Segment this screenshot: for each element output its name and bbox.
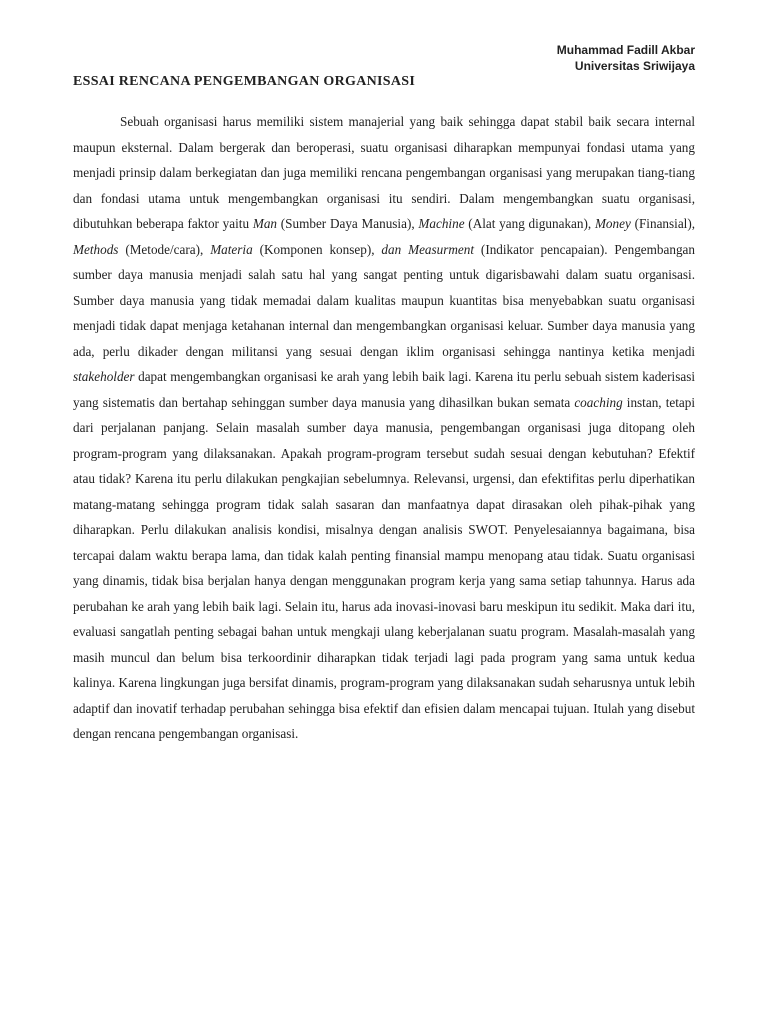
text-run: (Alat yang digunakan), [464,216,595,231]
italic-term-machine: Machine [418,216,465,231]
author-institution: Universitas Sriwijaya [574,59,695,73]
text-run: dapat mengembangkan organisasi ke arah yang lebih baik lagi. Karena itu perlu sebuah sistem kaderisasi yang sistematis dan bertahap sehinggan sumber daya manusia yang dihasilkan bukan semata [73,369,695,410]
italic-term-materia: Materia [210,241,253,257]
italic-term-money: Money [594,216,631,231]
author-block [557,42,695,74]
text-run: Sebuah organisasi harus memiliki sistem manajerial yang baik sehingga dapat stabil baik secara internal maupun eksternal. Dalam bergerak dan beroperasi, suatu organisasi diharapkan mempunyai fondasi utama yang menjadi prinsip dalam berkegiatan dan juga memiliki rencana pengembangan organisasi yang merupakan tiang-tiang dan fondasi utama untuk mengembangkan organisasi itu sendiri. Dalam mengembangkan suatu organisasi, dibutuhkan beberapa faktor yaitu [73,114,695,231]
text-run: instan, tetapi dari perjalanan panjang. Selain masalah sumber daya manusia, pengembangan organisasi juga ditopang oleh program-program yang dilaksanakan. Apakah program-program tersebut sudah sesuai dengan kebutuhan? Efektif atau tidak? Karena itu perlu dilakukan pengkajian sebelumnya. Relevansi, urgensi, dan efektifitas perlu diperhatikan matang-matang sehingga program tidak salah sasaran dan manfaatnya dapat dirasakan oleh pihak-pihak yang diharapkan. Perlu dilakukan analisis kondisi, misalnya dengan analisis SWOT. Penyelesaiannya bagaimana, bisa tercapai dalam waktu berapa lama, dan tidak kalah penting finansial mampu menopang atau tidak. Suatu organisasi yang dinamis, tidak bisa berjalan hanya dengan menggunakan program kerja yang sama setiap tahunnya. Harus ada perubahan ke arah yang lebih baik lagi. Selain itu, harus ada inovasi-inovasi baru meskipun itu sedikit. Maka dari itu, evaluasi sangatlah penting sebagai bahan untuk mengkaji ulang keberjalanan suatu program. Masalah-masalah yang masih muncul dan belum bisa terkoordinir diharapkan tidak terjadi lagi pada program yang sama untuk kedua kalinya. Karena lingkungan juga bersifat dinamis, program-program yang dilaksanakan sudah seharusnya untuk lebih adaptif dan inovatif terhadap perubahan sehingga bisa efektif dan efisien dalam mencapai tujuan. Itulah yang disebut dengan rencana pengembangan organisasi. [73,394,695,741]
italic-term-man: Man [252,216,278,231]
essay-paragraph [73,109,695,747]
author-name: Muhammad Fadill Akbar [556,43,695,57]
text-run: (Indikator pencapaian). Pengembangan sumber daya manusia menjadi salah satu hal yang sangat penting untuk digarisbawahi dalam suatu organisasi. Sumber daya manusia yang tidak memadai dalam kualitas maupun kuantitas bisa menyebabkan suatu organisasi menjadi tidak dapat menjaga ketahanan internal dan mengembangkan organisasi keluar. Sumber daya manusia yang ada, perlu dikader dengan militansi yang sesuai dengan iklim organisasi sehingga nantinya ketika menjadi [73,241,695,359]
italic-term-methods: Methods [73,241,119,257]
essay-title: ESSAI RENCANA PENGEMBANGAN ORGANISASI [73,74,416,89]
text-run: (Metode/cara), [118,241,211,257]
italic-term-stakeholder: stakeholder [73,369,135,384]
text-run: (Finansial), [630,216,696,231]
text-run: (Sumber Daya Manusia), [277,216,419,231]
text-run: (Komponen konsep), [252,241,382,257]
italic-term-measurment: dan Measurment [381,241,475,257]
italic-term-coaching: coaching [574,394,623,410]
